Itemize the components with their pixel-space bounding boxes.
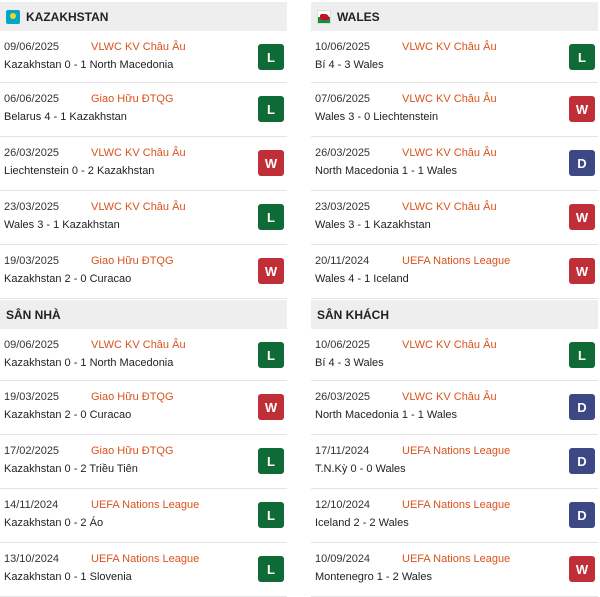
result-badge: D xyxy=(569,502,595,528)
panel-kazakhstan-recent xyxy=(0,2,287,299)
match-row[interactable] xyxy=(311,31,598,83)
competition-link[interactable]: VLWC KV Châu Âu xyxy=(402,391,497,403)
match-score: Iceland 2 - 2 Wales xyxy=(315,517,409,529)
competition-link[interactable]: UEFA Nations League xyxy=(91,553,200,565)
match-date: 14/11/2024 xyxy=(4,499,59,511)
kazakhstan-flag-icon xyxy=(6,10,20,24)
match-date: 07/06/2025 xyxy=(315,93,371,105)
match-score: Kazakhstan 0 - 2 Triều Tiên xyxy=(4,463,138,475)
result-badge: L xyxy=(258,502,284,528)
match-date: 10/06/2025 xyxy=(315,41,371,53)
competition-link[interactable]: VLWC KV Châu Âu xyxy=(91,339,186,351)
panel-header xyxy=(311,300,598,329)
competition-link[interactable]: UEFA Nations League xyxy=(91,499,200,511)
match-date: 17/02/2025 xyxy=(4,445,60,457)
result-badge: W xyxy=(569,96,595,122)
result-badge: L xyxy=(258,44,284,70)
match-date: 10/06/2025 xyxy=(315,339,371,351)
match-date: 09/06/2025 xyxy=(4,339,60,351)
match-score: North Macedonia 1 - 1 Wales xyxy=(315,165,458,177)
match-date: 26/03/2025 xyxy=(315,147,371,159)
competition-link[interactable]: VLWC KV Châu Âu xyxy=(402,147,497,159)
competition-link[interactable]: Giao Hữu ĐTQG xyxy=(91,391,174,403)
panel-away-matches xyxy=(311,300,598,597)
match-date: 26/03/2025 xyxy=(4,147,60,159)
competition-link[interactable]: Giao Hữu ĐTQG xyxy=(91,255,174,267)
competition-link[interactable]: VLWC KV Châu Âu xyxy=(402,339,497,351)
match-score: Bí 4 - 3 Wales xyxy=(315,59,384,71)
match-score: Kazakhstan 0 - 2 Áo xyxy=(4,517,104,529)
match-score: Belarus 4 - 1 Kazakhstan xyxy=(4,111,127,123)
competition-link[interactable]: VLWC KV Châu Âu xyxy=(91,41,186,53)
match-row[interactable] xyxy=(0,31,287,83)
result-badge: W xyxy=(569,258,595,284)
match-date: 13/10/2024 xyxy=(4,553,60,565)
match-row[interactable] xyxy=(0,329,287,381)
match-date: 09/06/2025 xyxy=(4,41,60,53)
match-row[interactable] xyxy=(311,543,598,597)
match-row[interactable] xyxy=(311,191,598,245)
match-score: Wales 3 - 1 Kazakhstan xyxy=(4,219,120,231)
panel-header xyxy=(0,2,287,31)
wales-flag-icon xyxy=(317,10,331,24)
match-score: Wales 3 - 1 Kazakhstan xyxy=(315,219,431,231)
panel-title: SÂN NHÀ xyxy=(6,307,61,322)
match-score: North Macedonia 1 - 1 Wales xyxy=(315,409,458,421)
competition-link[interactable]: UEFA Nations League xyxy=(402,553,511,565)
panel-header xyxy=(311,2,598,31)
competition-link[interactable]: Giao Hữu ĐTQG xyxy=(91,93,174,105)
result-badge: W xyxy=(569,204,595,230)
competition-link[interactable]: VLWC KV Châu Âu xyxy=(402,93,497,105)
competition-link[interactable]: VLWC KV Châu Âu xyxy=(402,41,497,53)
match-row[interactable] xyxy=(0,245,287,299)
match-score: Bí 4 - 3 Wales xyxy=(315,357,384,369)
match-date: 19/03/2025 xyxy=(4,391,60,403)
match-score: Kazakhstan 2 - 0 Curacao xyxy=(4,273,132,285)
result-badge: L xyxy=(258,204,284,230)
result-badge: D xyxy=(569,394,595,420)
result-badge: W xyxy=(258,394,284,420)
match-date: 19/03/2025 xyxy=(4,255,60,267)
result-badge: L xyxy=(258,448,284,474)
match-score: Montenegro 1 - 2 Wales xyxy=(315,571,432,583)
match-row[interactable] xyxy=(311,83,598,137)
result-badge: L xyxy=(258,342,284,368)
match-score: Wales 3 - 0 Liechtenstein xyxy=(315,111,439,123)
competition-link[interactable]: UEFA Nations League xyxy=(402,499,511,511)
competition-link[interactable]: UEFA Nations League xyxy=(402,445,511,457)
panel-header xyxy=(0,300,287,329)
match-row[interactable] xyxy=(311,245,598,299)
result-badge: L xyxy=(569,44,595,70)
match-date: 26/03/2025 xyxy=(315,391,371,403)
panel-wales-recent xyxy=(311,2,598,299)
result-badge: D xyxy=(569,150,595,176)
match-row[interactable] xyxy=(311,489,598,543)
match-row[interactable] xyxy=(311,137,598,191)
competition-link[interactable]: VLWC KV Châu Âu xyxy=(402,201,497,213)
result-badge: W xyxy=(258,258,284,284)
match-date: 06/06/2025 xyxy=(4,93,60,105)
match-score: Liechtenstein 0 - 2 Kazakhstan xyxy=(4,165,155,177)
match-score: Kazakhstan 0 - 1 North Macedonia xyxy=(4,59,174,71)
match-date: 20/11/2024 xyxy=(315,255,370,267)
panel-title: KAZAKHSTAN xyxy=(26,9,109,24)
result-badge: W xyxy=(258,150,284,176)
match-row[interactable] xyxy=(0,381,287,435)
match-row[interactable] xyxy=(0,137,287,191)
match-row[interactable] xyxy=(0,83,287,137)
match-row[interactable] xyxy=(311,381,598,435)
match-date: 17/11/2024 xyxy=(315,445,370,457)
match-score: Kazakhstan 0 - 1 North Macedonia xyxy=(4,357,174,369)
competition-link[interactable]: VLWC KV Châu Âu xyxy=(91,147,186,159)
panel-title: SÂN KHÁCH xyxy=(317,307,389,322)
match-row[interactable] xyxy=(0,435,287,489)
match-date: 12/10/2024 xyxy=(315,499,371,511)
match-score: Wales 4 - 1 Iceland xyxy=(315,273,409,285)
match-row[interactable] xyxy=(0,191,287,245)
result-badge: W xyxy=(569,556,595,582)
match-row[interactable] xyxy=(0,489,287,543)
match-date: 10/09/2024 xyxy=(315,553,371,565)
competition-link[interactable]: UEFA Nations League xyxy=(402,255,511,267)
result-badge: L xyxy=(569,342,595,368)
match-row[interactable] xyxy=(311,329,598,381)
match-score: T.N.Kỳ 0 - 0 Wales xyxy=(315,463,406,475)
match-row[interactable] xyxy=(311,435,598,489)
competition-link[interactable]: VLWC KV Châu Âu xyxy=(91,201,186,213)
match-date: 23/03/2025 xyxy=(4,201,60,213)
match-score: Kazakhstan 2 - 0 Curacao xyxy=(4,409,132,421)
match-row[interactable] xyxy=(0,543,287,597)
result-badge: D xyxy=(569,448,595,474)
match-date: 23/03/2025 xyxy=(315,201,371,213)
result-badge: L xyxy=(258,96,284,122)
panel-title: WALES xyxy=(337,9,380,24)
competition-link[interactable]: Giao Hữu ĐTQG xyxy=(91,445,174,457)
match-score: Kazakhstan 0 - 1 Slovenia xyxy=(4,571,132,583)
panel-home-matches xyxy=(0,300,287,597)
result-badge: L xyxy=(258,556,284,582)
